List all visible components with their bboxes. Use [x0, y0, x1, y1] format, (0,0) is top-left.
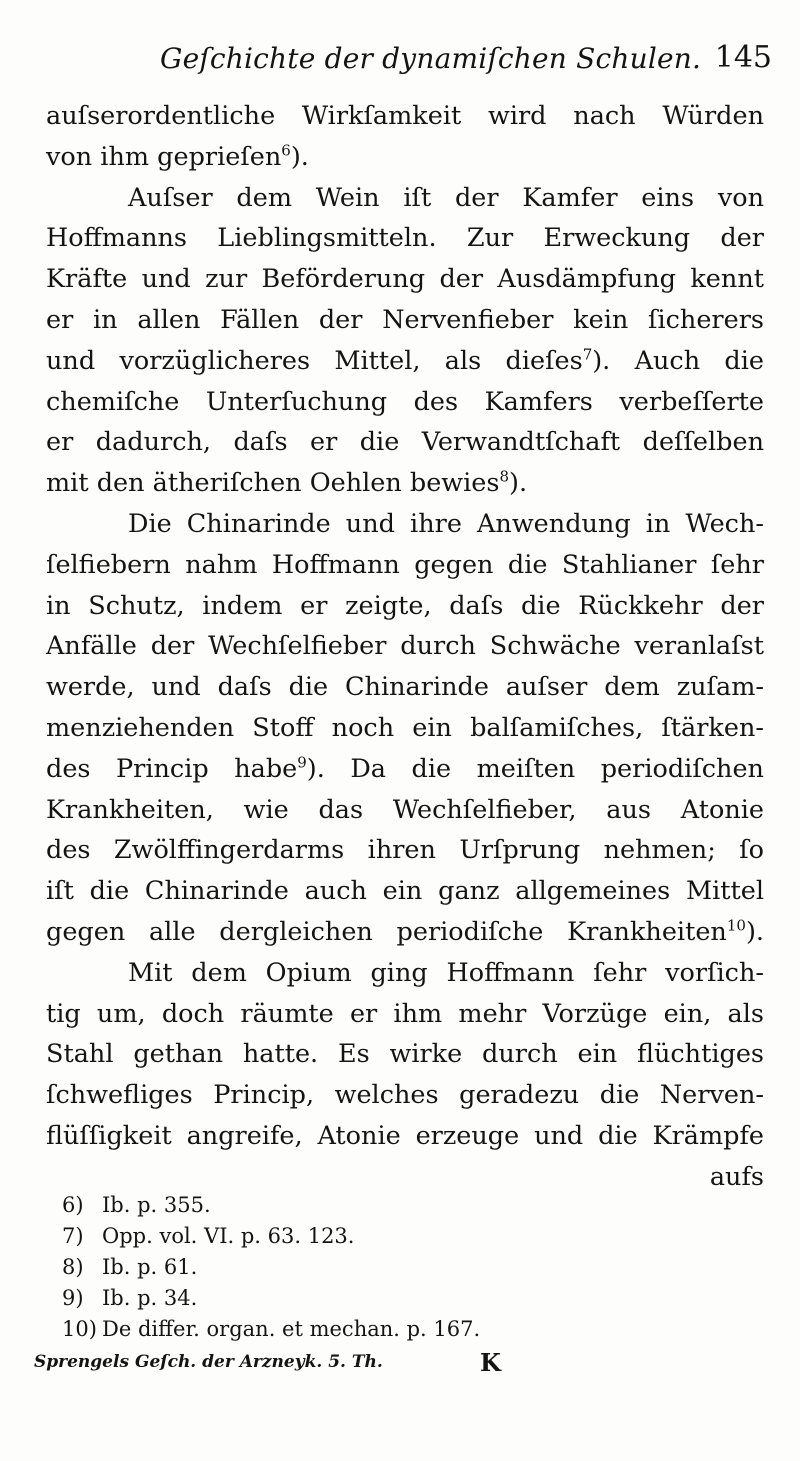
printer-signature: [34, 1348, 774, 1380]
line-text: tig um, doch räumte er ihm mehr Vorzüge ein, als: [46, 998, 764, 1029]
footnote-number: 9): [62, 1286, 84, 1310]
footnote: [62, 1252, 662, 1283]
signature-letter: K: [480, 1348, 501, 1377]
text-line: [46, 994, 764, 1035]
text-line: [46, 626, 764, 667]
footnote-marker: 6: [281, 141, 291, 160]
line-text: und vorzüglicheres Mittel, als dieſes: [46, 345, 583, 376]
text-line: [46, 586, 764, 627]
page-number: 145: [714, 40, 772, 75]
line-text-continued: ). Auch die: [592, 345, 764, 376]
footnote-number: 6): [62, 1193, 84, 1217]
text-line: [46, 545, 764, 586]
text-line: [46, 790, 764, 831]
footnote: [62, 1190, 662, 1221]
text-line: [46, 96, 764, 137]
line-text: von ihm geprieſen: [46, 141, 282, 172]
line-text: Hoffmanns Lieblingsmitteln. Zur Erweckung der: [46, 223, 764, 254]
footnote: [62, 1221, 662, 1252]
page-header: [160, 38, 772, 82]
footnote-text: De differ. organ. et mechan. p. 167.: [102, 1317, 481, 1341]
line-text: chemiſche Unterſuchung des Kamfers verbeſſerte: [46, 386, 764, 417]
text-line: [46, 1034, 764, 1075]
footnotes: [62, 1190, 662, 1345]
line-text-continued: ).: [290, 141, 309, 172]
line-text: des Zwölffingerdarms ihren Urſprung nehmen; ſo: [46, 835, 764, 866]
line-text: ſelfiebern nahm Hoffmann gegen die Stahlianer ſehr: [46, 549, 764, 580]
footnote-number: 10): [62, 1317, 97, 1341]
text-line: [46, 749, 764, 790]
line-text: flüſſigkeit angreife, Atonie erzeuge und die Krämpfe: [46, 1120, 764, 1151]
text-line: [46, 300, 764, 341]
text-line: [46, 667, 764, 708]
line-text: Die Chinarinde und ihre Anwendung in Wech-: [128, 508, 764, 539]
text-line: [46, 178, 764, 219]
line-text: auſserordentliche Wirkſamkeit wird nach Würden: [46, 101, 764, 131]
line-text: ſchwefliges Princip, welches geradezu die Nerven-: [46, 1080, 764, 1111]
line-text-continued: ). Da die meiſten periodiſchen: [306, 753, 764, 784]
line-text: Auſser dem Wein iſt der Kamfer eins von: [128, 182, 764, 213]
text-line: [46, 382, 764, 423]
footnote-marker: 9: [297, 753, 307, 772]
text-line: [46, 341, 764, 382]
line-text: werde, und daſs die Chinarinde auſser dem zuſam-: [46, 672, 764, 703]
footnote: [62, 1314, 662, 1345]
footnote-marker: 7: [582, 345, 593, 364]
footnote-marker: 10: [726, 916, 746, 935]
footnote-text: Ib. p. 355.: [102, 1193, 211, 1217]
line-text: Anfälle der Wechſelfieber durch Schwäche veranlaſst: [46, 631, 764, 662]
text-line: [46, 463, 764, 504]
text-line: [46, 137, 764, 178]
text-line: [46, 953, 764, 994]
footnote-number: 7): [62, 1224, 84, 1248]
line-text: in Schutz, indem er zeigte, daſs die Rückkehr der: [46, 590, 764, 621]
text-line: [46, 259, 764, 300]
body-text: [46, 96, 764, 1198]
line-text-continued: ).: [745, 916, 764, 947]
footnote-text: Ib. p. 61.: [102, 1255, 198, 1279]
running-title: Geſchichte der dynamiſchen Schulen.: [160, 42, 702, 75]
line-text-continued: ).: [509, 468, 528, 499]
footnote-text: Opp. vol. VI. p. 63. 123.: [102, 1224, 355, 1248]
text-line: [46, 504, 764, 545]
line-text: Krankheiten, wie das Wechſelfieber, aus Atonie: [46, 794, 764, 825]
line-text: aufs: [709, 1161, 764, 1192]
line-text: Mit dem Opium ging Hoffmann ſehr vorſich-: [128, 957, 764, 988]
line-text: er in allen Fällen der Nervenfieber kein ſicherers: [46, 304, 764, 335]
text-line: [46, 1075, 764, 1116]
footnote-marker: 8: [499, 467, 510, 486]
text-line: [46, 218, 764, 259]
line-text: Stahl gethan hatte. Es wirke durch ein flüchtiges: [46, 1039, 764, 1070]
text-line: [46, 708, 764, 749]
line-text: des Princip habe: [46, 753, 298, 784]
line-text: Kräfte und zur Beförderung der Ausdämpfung kennt: [46, 264, 764, 295]
footnote: [62, 1283, 662, 1314]
text-line: [46, 1116, 764, 1157]
line-text: mit den ätheriſchen Oehlen bewies: [46, 468, 500, 499]
line-text: menziehenden Stoff noch ein balſamiſches, ſtärken-: [46, 712, 764, 743]
signature-text: Sprengels Geſch. der Arzneyk. 5. Th.: [34, 1352, 383, 1372]
footnote-text: Ib. p. 34.: [102, 1286, 198, 1310]
text-line: [46, 871, 764, 912]
line-text: iſt die Chinarinde auch ein ganz allgemeines Mittel: [46, 876, 764, 907]
text-line: [46, 422, 764, 463]
text-line: [46, 912, 764, 953]
footnote-number: 8): [62, 1255, 84, 1279]
line-text: gegen alle dergleichen periodiſche Krankheiten: [46, 916, 727, 947]
text-line: [46, 830, 764, 871]
line-text: er dadurch, daſs er die Verwandtſchaft deſſelben: [46, 427, 764, 458]
